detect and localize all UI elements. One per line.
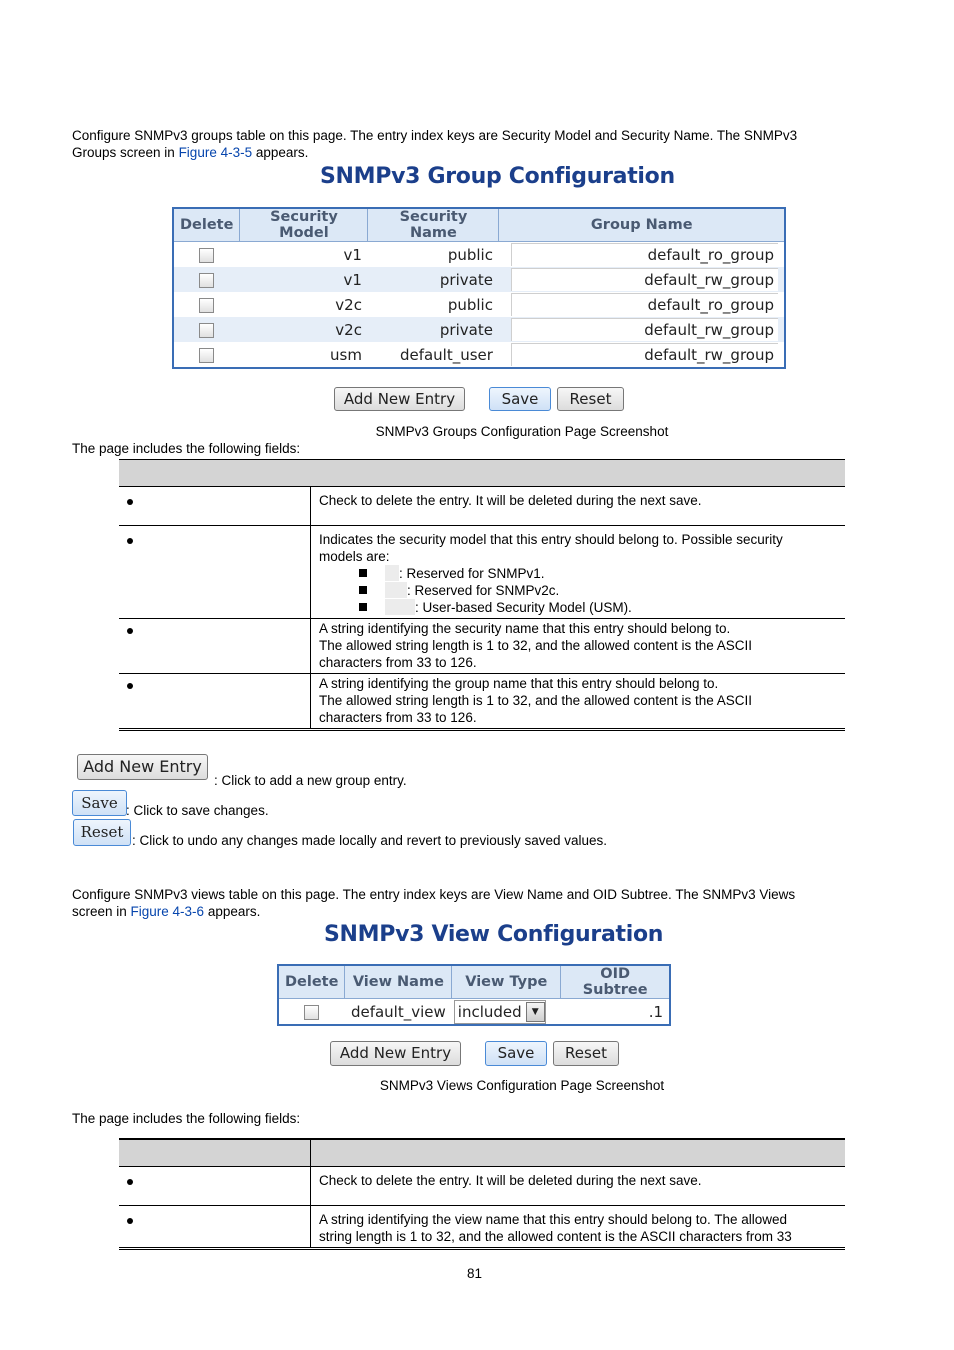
- square-bullet-icon: [359, 586, 367, 594]
- table-row: [173, 292, 785, 317]
- description-header: [311, 1139, 846, 1167]
- bullet-icon: [127, 1179, 133, 1185]
- reset-button-sample[interactable]: Reset: [73, 819, 131, 846]
- view-config-table: [277, 964, 671, 1026]
- intro-line: [72, 903, 872, 920]
- option-text: : Reserved for SNMPv2c.: [407, 583, 560, 598]
- field-description: Check to delete the entry. It will be deleted during the next save.: [311, 1167, 846, 1206]
- field-row: [119, 674, 845, 730]
- field-description: [311, 619, 846, 674]
- figure-caption: SNMPv3 Groups Configuration Page Screenshot: [375, 424, 669, 439]
- field-row: [119, 1167, 845, 1206]
- delete-checkbox[interactable]: [199, 323, 214, 338]
- security-name-cell: private: [368, 267, 499, 292]
- table-row: [173, 342, 785, 368]
- desc-line: A string identifying the group name that this entry should belong to.: [319, 676, 719, 691]
- page-number: 81: [467, 1266, 483, 1281]
- desc-line: characters from 33 to 126.: [319, 655, 477, 670]
- intro-line: Configure SNMPv3 views table on this page. The entry index keys are View Name and OID Subtree. The SNMPv3 Views: [72, 887, 796, 902]
- add-new-entry-button[interactable]: Add New Entry: [334, 387, 465, 411]
- table-row: [173, 242, 785, 268]
- add-new-entry-button[interactable]: Add New Entry: [330, 1041, 461, 1066]
- description-header: [311, 460, 846, 487]
- delete-checkbox[interactable]: [199, 298, 214, 313]
- security-model-cell: v1: [343, 245, 362, 264]
- figure-link-4-3-5[interactable]: Figure 4-3-5: [178, 145, 253, 160]
- group-config-title: SNMPv3 Group Configuration: [320, 164, 675, 189]
- col-oid-subtree: OID Subtree: [561, 965, 670, 999]
- group-name-input[interactable]: default_ro_group: [511, 243, 778, 266]
- security-name-cell: default_user: [399, 345, 493, 364]
- view-fields-table: [119, 1138, 845, 1250]
- field-row: [119, 526, 845, 619]
- reset-button[interactable]: Reset: [557, 387, 624, 411]
- save-help-text: : Click to save changes.: [126, 803, 269, 818]
- object-header: [119, 460, 311, 487]
- security-model-cell: v2c: [335, 295, 362, 314]
- add-new-entry-button-sample[interactable]: Add New Entry: [77, 754, 208, 780]
- save-button[interactable]: Save: [485, 1041, 547, 1066]
- bullet-icon: [127, 1218, 133, 1224]
- intro-text: Groups screen in: [72, 145, 179, 160]
- oid-subtree-input[interactable]: .1: [648, 1002, 663, 1021]
- desc-line: The allowed string length is 1 to 32, and the allowed content is the ASCII: [319, 638, 753, 653]
- desc-line: A string identifying the view name that this entry should belong to. The allowed: [319, 1212, 788, 1227]
- field-row: [119, 619, 845, 674]
- square-bullet-icon: [359, 603, 367, 611]
- group-fields-table: [119, 459, 845, 731]
- square-bullet-icon: [359, 569, 367, 577]
- table-row: [173, 267, 785, 292]
- security-model-cell: v1: [240, 267, 368, 292]
- security-name-cell: public: [447, 245, 493, 264]
- option-item: [319, 565, 837, 582]
- fields-intro: The page includes the following fields:: [72, 1111, 301, 1126]
- option-text: : User-based Security Model (USM).: [415, 600, 632, 615]
- group-name-input[interactable]: default_rw_group: [511, 343, 778, 366]
- delete-checkbox[interactable]: [199, 248, 214, 263]
- bullet-icon: [127, 628, 133, 634]
- col-delete: Delete: [173, 208, 240, 242]
- option-item: [319, 599, 837, 616]
- view-type-value: included: [457, 1002, 522, 1021]
- option-item: [319, 582, 837, 599]
- desc-line: characters from 33 to 126.: [319, 710, 477, 725]
- col-group-name: Group Name: [499, 208, 785, 242]
- desc-line: A string identifying the security name that this entry should belong to.: [319, 621, 731, 636]
- desc-line: string length is 1 to 32, and the allowed content is the ASCII characters from 33: [319, 1229, 792, 1244]
- col-security-model: Security Model: [240, 208, 368, 242]
- group-name-input[interactable]: default_rw_group: [511, 318, 778, 341]
- delete-checkbox[interactable]: [304, 1005, 319, 1020]
- view-type-select[interactable]: [452, 999, 561, 1026]
- chevron-down-icon[interactable]: ▼: [526, 1002, 545, 1022]
- field-row: [119, 487, 845, 526]
- desc-line: Indicates the security model that this entry should belong to. Possible security: [319, 532, 783, 547]
- add-help-text: : Click to add a new group entry.: [214, 773, 407, 788]
- intro-line: [72, 144, 872, 161]
- intro-paragraph-groups: [72, 127, 872, 161]
- intro-text: screen in: [72, 904, 131, 919]
- bullet-icon: [127, 538, 133, 544]
- save-button-sample[interactable]: Save: [72, 790, 127, 816]
- desc-line: The allowed string length is 1 to 32, and the allowed content is the ASCII: [319, 693, 753, 708]
- reset-button[interactable]: Reset: [553, 1041, 619, 1066]
- security-name-cell: private: [368, 317, 499, 342]
- intro-text: appears.: [252, 145, 309, 160]
- group-name-input[interactable]: default_ro_group: [511, 293, 778, 316]
- field-description: [311, 674, 846, 730]
- figure-caption: SNMPv3 Views Configuration Page Screenshot: [379, 1078, 665, 1093]
- col-view-type: View Type: [452, 965, 561, 999]
- group-name-input[interactable]: default_rw_group: [511, 268, 778, 291]
- col-view-name: View Name: [345, 965, 452, 999]
- security-model-cell: v2c: [240, 317, 368, 342]
- delete-checkbox[interactable]: [199, 348, 214, 363]
- col-security-name: Security Name: [368, 208, 499, 242]
- security-model-cell: usm: [330, 345, 362, 364]
- field-description: [311, 1206, 846, 1249]
- delete-checkbox[interactable]: [199, 273, 214, 288]
- table-row: [173, 317, 785, 342]
- option-text: : Reserved for SNMPv1.: [399, 566, 545, 581]
- intro-paragraph-views: [72, 886, 872, 920]
- table-header-row: [278, 965, 670, 999]
- field-description: [311, 526, 846, 619]
- view-config-title: SNMPv3 View Configuration: [324, 922, 664, 947]
- bullet-icon: [127, 499, 133, 505]
- view-name-cell: default_view: [350, 1002, 446, 1021]
- group-config-table: [172, 207, 786, 369]
- desc-line: models are:: [319, 549, 390, 564]
- view-type-dropdown[interactable]: [454, 1000, 546, 1024]
- object-header: [119, 1139, 311, 1167]
- table-row: [278, 999, 670, 1026]
- save-button[interactable]: Save: [489, 387, 551, 411]
- reset-help-text: : Click to undo any changes made locally and revert to previously saved values.: [132, 833, 608, 848]
- table-header-row: [173, 208, 785, 242]
- figure-link-4-3-6[interactable]: Figure 4-3-6: [130, 904, 205, 919]
- field-description: Check to delete the entry. It will be deleted during the next save.: [311, 487, 846, 526]
- security-name-cell: public: [447, 295, 493, 314]
- field-row: [119, 1206, 845, 1249]
- intro-text: appears.: [204, 904, 261, 919]
- col-delete: Delete: [278, 965, 345, 999]
- bullet-icon: [127, 683, 133, 689]
- intro-line: Configure SNMPv3 groups table on this page. The entry index keys are Security Model and Security Name. The SNMPv3: [72, 128, 798, 143]
- fields-intro: The page includes the following fields:: [72, 441, 301, 456]
